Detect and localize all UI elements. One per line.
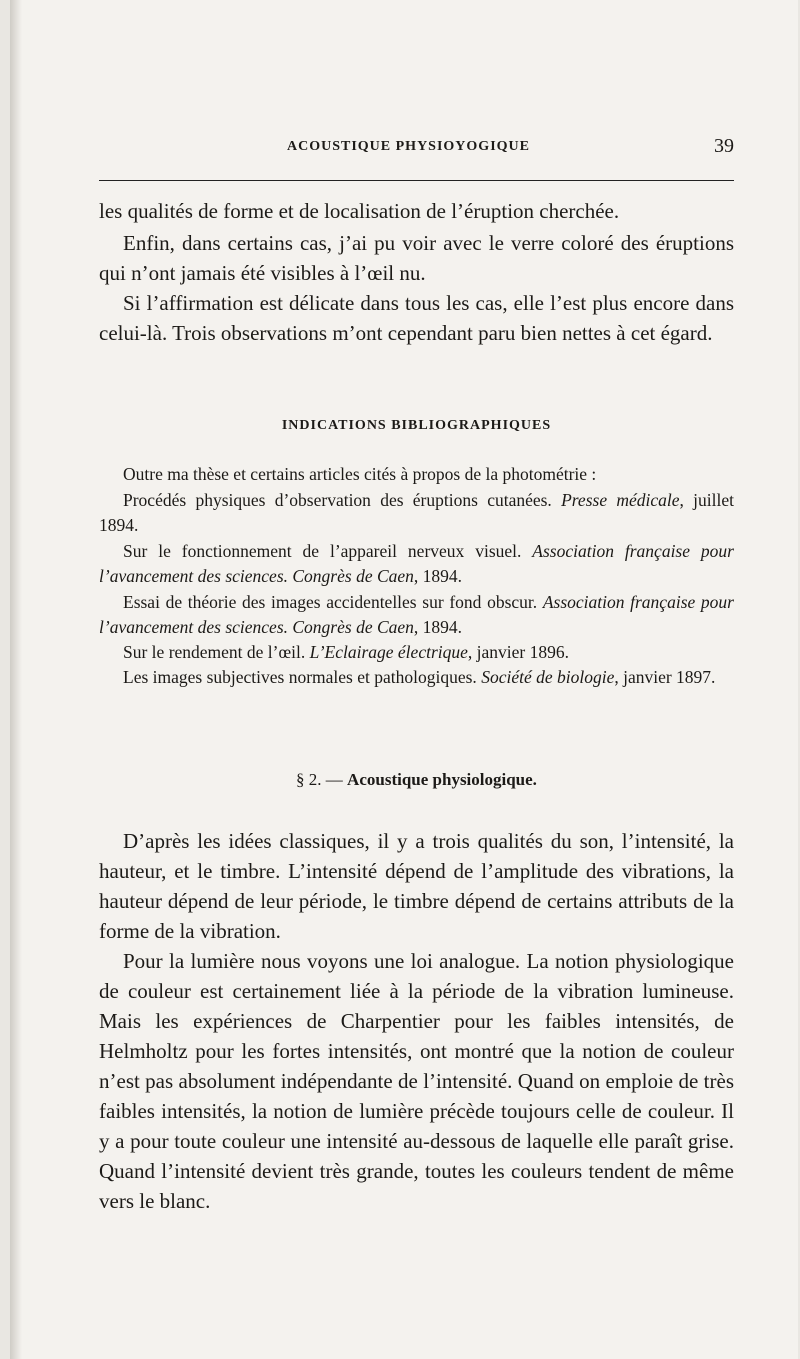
page-gutter-shadow [10, 0, 22, 1359]
section-number: § 2. — [296, 770, 343, 789]
paragraph: Si l’affirmation est délicate dans tous les cas, elle l’est plus encore dans celui-là. Trois observations m’ont cependant paru bien nettes à cet égard. [99, 291, 734, 345]
entry-date: , janvier 1896. [467, 642, 569, 662]
running-header [99, 135, 734, 159]
entry-journal: Association française pour l’avancement des sciences. Congrès de Caen [99, 592, 734, 637]
header-rule [99, 180, 734, 181]
bibliography-entry [99, 539, 734, 588]
paragraph: Enfin, dans certains cas, j’ai pu voir avec le verre coloré des éruptions qui n’ont jamais été visibles à l’œil nu. [99, 231, 734, 285]
entry-text: Sur le fonctionnement de l’appareil nerveux visuel. [123, 541, 533, 561]
entry-date: , juillet 1894. [99, 490, 734, 535]
section-name: Acoustique physiologique. [347, 770, 537, 789]
entry-journal: Association française pour l’avancement des sciences. Congrès de Caen [99, 541, 734, 586]
entry-journal: Société de biologie [481, 667, 615, 687]
paragraph: D’après les idées classiques, il y a trois qualités du son, l’intensité, la hauteur, et le timbre. L’intensité dépend de l’amplitude des vibrations, la hauteur dépend de leur période, le timbre dépend de certains attributs de la forme de la vibration. [99, 829, 734, 943]
section-title [99, 770, 734, 790]
entry-journal: Presse médicale [561, 490, 680, 510]
bibliography-entry [99, 488, 734, 537]
entry-text: Sur le rendement de l’œil. [123, 642, 310, 662]
bibliography-entry [99, 640, 734, 665]
bibliography-heading: INDICATIONS BIBLIOGRAPHIQUES [281, 418, 552, 433]
entry-text: Procédés physiques d’observation des éruptions cutanées. [123, 490, 562, 510]
book-page [10, 0, 798, 1359]
bibliography-entry [99, 590, 734, 639]
page-number: 39 [714, 135, 734, 157]
paragraph: Pour la lumière nous voyons une loi analogue. La notion physiologique de couleur est certainement liée à la période de la vibration lumineuse. Mais les expériences de Charpentier pour les faibles intensités, de Helmholtz pour les fortes intensités, ont montré que la notion de couleur n’est pas absolument indépendante de l’intensité. Quand on emploie de très faibles intensités, la notion de lumière précède toujours celle de couleur. Il y a pour toute couleur une intensité au-dessous de laquelle elle paraît grise. Quand l’intensité devient très grande, toutes les couleurs tendent de même vers le blanc. [99, 949, 734, 1213]
entry-date: , 1894. [413, 616, 463, 637]
bibliography-intro: Outre ma thèse et certains articles cités à propos de la photométrie : [123, 464, 597, 484]
entry-journal: L’Eclairage électrique [309, 642, 468, 662]
running-title: ACOUSTIQUE PHYSIOYOGIQUE [287, 139, 530, 154]
entry-date: , janvier 1897. [614, 667, 716, 687]
entry-text: Essai de théorie des images accidentelles sur fond obscur. [123, 592, 543, 612]
entry-date: , 1894. [413, 565, 463, 586]
entry-text: Les images subjectives normales et pathologiques. [123, 667, 482, 687]
paragraph: les qualités de forme et de localisation de l’éruption cherchée. [99, 199, 620, 223]
bibliography-entry [99, 665, 734, 690]
